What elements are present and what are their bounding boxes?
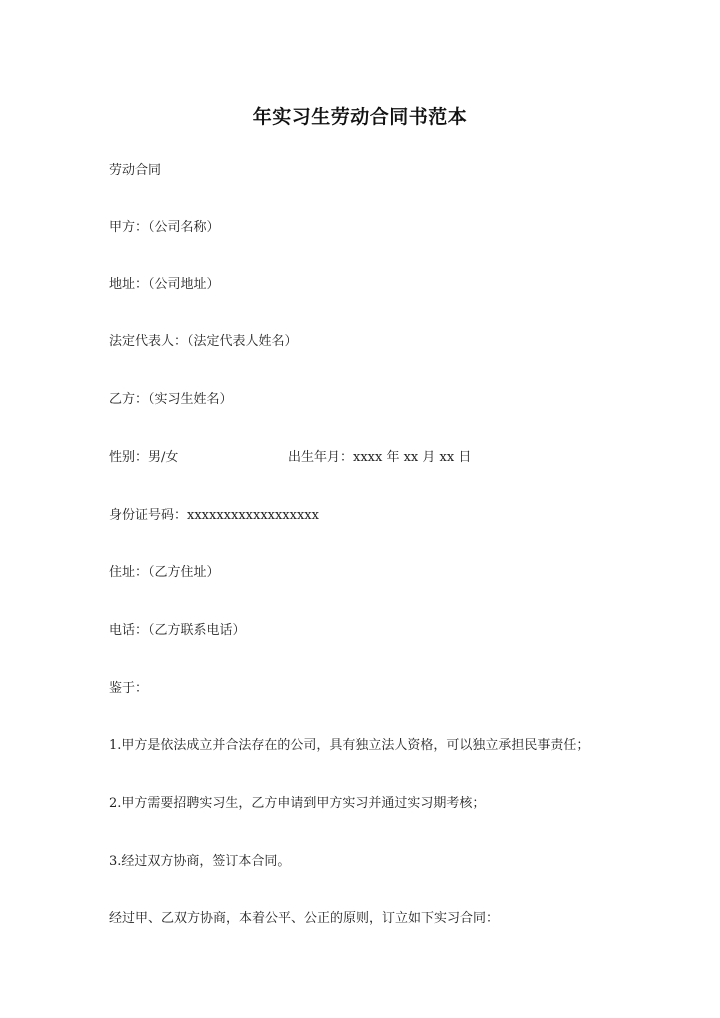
birth-date-line: 出生年月：xxxx 年 xx 月 xx 日 — [288, 450, 472, 465]
document-title: 年实习生劳动合同书范本 — [252, 106, 468, 128]
party-a-line: 甲方：（公司名称） — [109, 220, 220, 235]
address-line: 地址：（公司地址） — [109, 277, 220, 292]
phone-line: 电话：（乙方联系电话） — [109, 623, 246, 638]
legal-representative-line: 法定代表人：（法定代表人姓名） — [109, 334, 298, 349]
gender-line: 性别：男/女 — [109, 450, 179, 465]
clause-3: 3.经过双方协商，签订本合同。 — [109, 854, 291, 869]
whereas-line: 鉴于： — [109, 681, 149, 696]
clause-1: 1.甲方是依法成立并合法存在的公司，具有独立法人资格，可以独立承担民事责任； — [109, 738, 590, 753]
contract-heading: 劳动合同 — [109, 163, 162, 178]
party-b-line: 乙方：（实习生姓名） — [109, 392, 233, 407]
clause-2: 2.甲方需要招聘实习生，乙方申请到甲方实习并通过实习期考核； — [109, 796, 486, 811]
residence-line: 住址：（乙方住址） — [109, 565, 220, 580]
id-number-line: 身份证号码：xxxxxxxxxxxxxxxxxx — [109, 508, 319, 523]
conclusion-line: 经过甲、乙双方协商，本着公平、公正的原则，订立如下实习合同： — [109, 911, 500, 926]
